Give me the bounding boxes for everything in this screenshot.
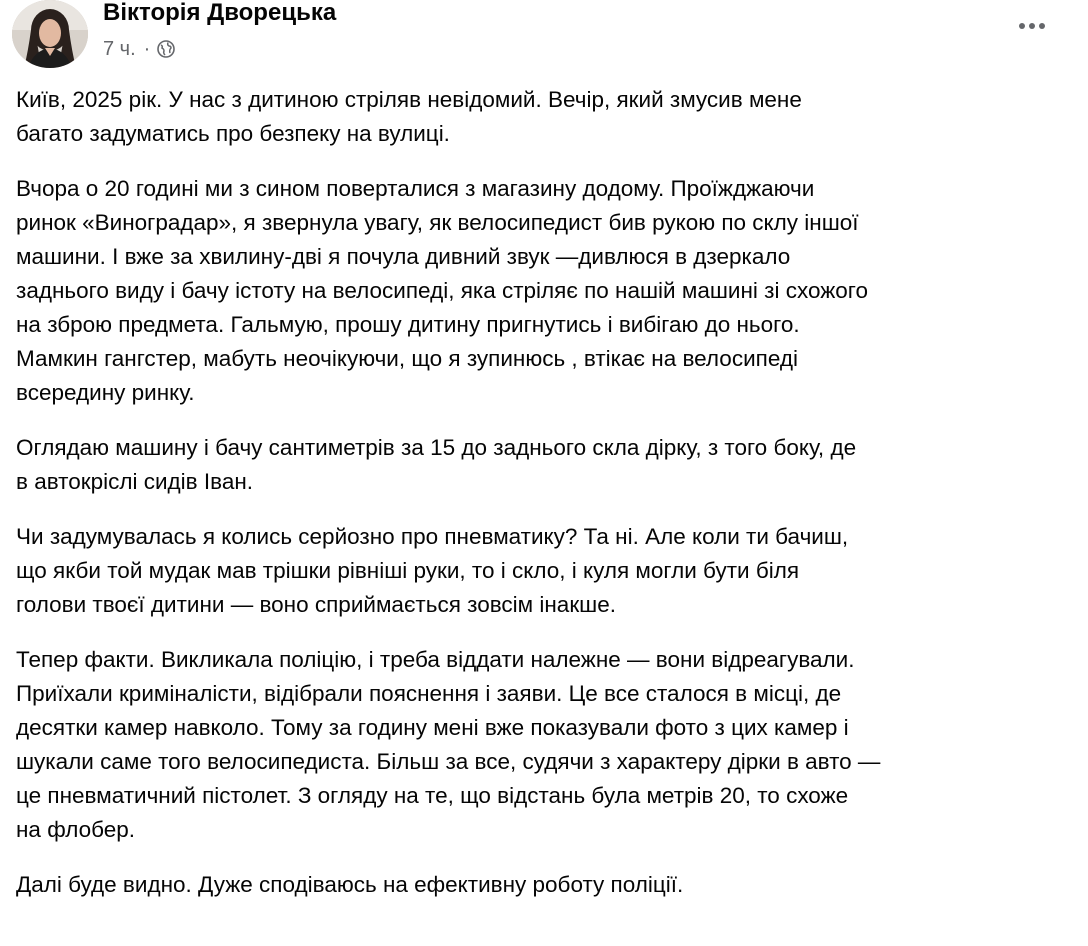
more-dot: [1019, 23, 1025, 29]
avatar[interactable]: [12, 0, 88, 68]
author-name[interactable]: Вікторія Дворецька: [103, 0, 337, 26]
post-paragraph: Далі буде видно. Дуже сподіваюсь на ефективну роботу поліції.: [16, 872, 684, 897]
meta-separator: ·: [143, 37, 151, 60]
post-paragraph: Київ, 2025 рік. У нас з дитиною стріляв невідомий. Вечір, який змусив мене багато задуматись про безпеку на вулиці.: [16, 87, 802, 146]
post-meta: [103, 37, 175, 61]
globe-icon[interactable]: [157, 40, 175, 58]
post-body: [16, 83, 1082, 923]
post-paragraph: Вчора о 20 годині ми з сином поверталися з магазину додому. Проїжджаючи ринок «Виноградар», я звернула увагу, як велосипедист бив рукою по склу іншої машини. І вже за хвилину-дві я почула дивний звук —дивлюся в дзеркало заднього виду і бачу істоту на велосипеді, яка стріляє по нашій машині зі схожого на зброю предмета. Гальмую, прошу дитину пригнутись і вибігаю до нього. Мамкин гангстер, мабуть неочікуючи, що я зупинюсь , втікає на велосипеді всередину ринку.: [16, 176, 868, 405]
post-paragraph: Чи задумувалась я колись серйозно про пневматику? Та ні. Але коли ти бачиш, що якби той мудак мав трішки рівніші руки, то і скло, і куля могли бути біля голови твоєї дитини — воно сприймається зовсім інакше.: [16, 524, 849, 617]
avatar-photo: [12, 0, 88, 68]
more-dot: [1039, 23, 1045, 29]
post-paragraph: Тепер факти. Викликала поліцію, і треба віддати належне — вони відреагували. Приїхали криміналісти, відібрали пояснення і заяви. Це все сталося в місці, де десятки камер навколо. Тому за годину мені вже показували фото з цих камер і шукали саме того велосипедиста. Більш за все, судячи з характеру дірки в авто — це пневматичний пістолет. З огляду на те, що відстань була метрів 20, то схоже на флобер.: [16, 647, 881, 842]
more-options-icon[interactable]: [1010, 10, 1054, 42]
post-timestamp[interactable]: 7 ч.: [103, 37, 136, 60]
post-paragraph: Оглядаю машину і бачу сантиметрів за 15 до заднього скла дірку, з того боку, де в автокріслі сидів Іван.: [16, 435, 857, 494]
more-dot: [1029, 23, 1035, 29]
